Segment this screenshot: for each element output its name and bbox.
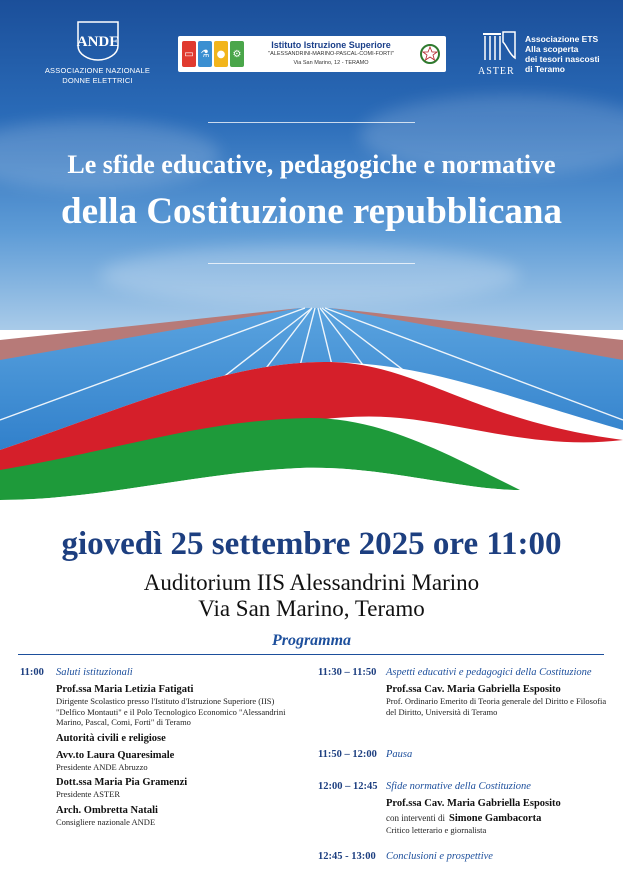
aster-wordmark: ASTER [478, 66, 515, 77]
flask-icon: ⚗ [198, 41, 212, 67]
session-conclusioni [318, 851, 608, 863]
event-venue-1: Auditorium IIS Alessandrini Marino [143, 570, 480, 595]
guest-prefix: con interventi di [386, 813, 445, 823]
aster-line-1: Associazione ETS [525, 34, 599, 44]
speaker-role: Presidente ASTER [56, 789, 120, 799]
aster-line-3: dei tesori nascosti [525, 54, 600, 64]
title-line-2: della Costituzione repubblicana [61, 191, 562, 232]
speaker-name: Avv.to Laura Quaresimale [56, 749, 175, 761]
ande-mark-text: ANDE [76, 34, 119, 50]
session-time: 12:00 – 12:45 [318, 781, 378, 792]
speaker-name: Prof.ssa Maria Letizia Fatigati [56, 684, 194, 695]
session-saluti [20, 667, 305, 827]
event-venue-2: Via San Marino, Teramo [198, 596, 425, 621]
cloud [100, 245, 520, 305]
aster-mark-icon [476, 28, 522, 64]
title-line-1: Le sfide educative, pedagogiche e normative [67, 150, 556, 179]
guest-name: Simone Gambacorta [448, 813, 542, 824]
speaker-name: Dott.ssa Maria Pia Gramenzi [56, 777, 188, 788]
title-rule-top [208, 122, 415, 123]
session-time: 11:30 – 11:50 [318, 667, 377, 678]
tablet-icon: ▭ [182, 41, 196, 67]
ande-caption-1: ASSOCIAZIONE NAZIONALE [44, 66, 151, 75]
speaker-name: Prof.ssa Cav. Maria Gabriella Esposito [386, 684, 561, 695]
event-date: giovedì 25 settembre 2025 ore 11:00 [61, 526, 562, 562]
speaker-role: Prof. Ordinario Emerito di Teoria generale del Diritto e Filosofia del Diritto, Università di Teramo [386, 696, 607, 717]
session-title: Aspetti educativi e pedagogici della Costituzione [386, 667, 592, 678]
iis-title: Istituto Istruzione Superiore [271, 39, 391, 50]
session-aspetti [318, 667, 608, 717]
session-pausa [318, 749, 608, 761]
aster-line-2: Alla scoperta [525, 44, 579, 54]
session-title: Conclusioni e prospettive [386, 851, 493, 862]
speaker-role: Presidente ANDE Abruzzo [56, 761, 148, 772]
session-time: 12:45 - 13:00 [318, 851, 376, 862]
program-heading: Programma [271, 632, 352, 649]
session-title: Pausa [386, 749, 413, 760]
speaker-name: Arch. Ombretta Natali [56, 804, 158, 816]
iis-subtitle: "ALESSANDRINI-MARINO-PASCAL-COMI-FORTI" [268, 50, 394, 57]
lightbulb-icon: ● [214, 41, 228, 67]
ande-caption-2: DONNE ELETTRICI [62, 76, 133, 85]
running-track-illustration [0, 300, 623, 520]
ande-mark-icon [74, 18, 122, 62]
session-title: Sfide normative della Costituzione [386, 781, 531, 792]
speaker-name: Autorità civili e religiose [56, 732, 166, 744]
iis-address: Via San Marino, 12 - TERAMO [293, 59, 369, 66]
guest-role: Critico letterario e giornalista [386, 825, 487, 835]
session-time: 11:00 [20, 667, 44, 678]
speaker-name: Prof.ssa Cav. Maria Gabriella Esposito [386, 798, 561, 809]
session-time: 11:50 – 12:00 [318, 749, 377, 760]
gear-icon: ⚙ [230, 41, 244, 67]
session-sfide-normative [318, 781, 608, 836]
session-title: Saluti istituzionali [56, 667, 133, 678]
program-divider [18, 654, 604, 655]
italian-republic-emblem-icon [418, 41, 442, 67]
title-rule-bottom [208, 263, 415, 264]
speaker-role: Consigliere nazionale ANDE [56, 816, 156, 827]
iis-logo [178, 36, 446, 72]
speaker-role: Dirigente Scolastico presso l'Istituto d'Istruzione Superiore (IIS) "Delfico Montauti" e il Polo Tecnologico Economico "Alessandrini Marino, Pascal, Comi, Forti" di Teramo [56, 696, 286, 727]
ande-logo [40, 18, 155, 86]
aster-line-4: di Teramo [525, 64, 565, 74]
